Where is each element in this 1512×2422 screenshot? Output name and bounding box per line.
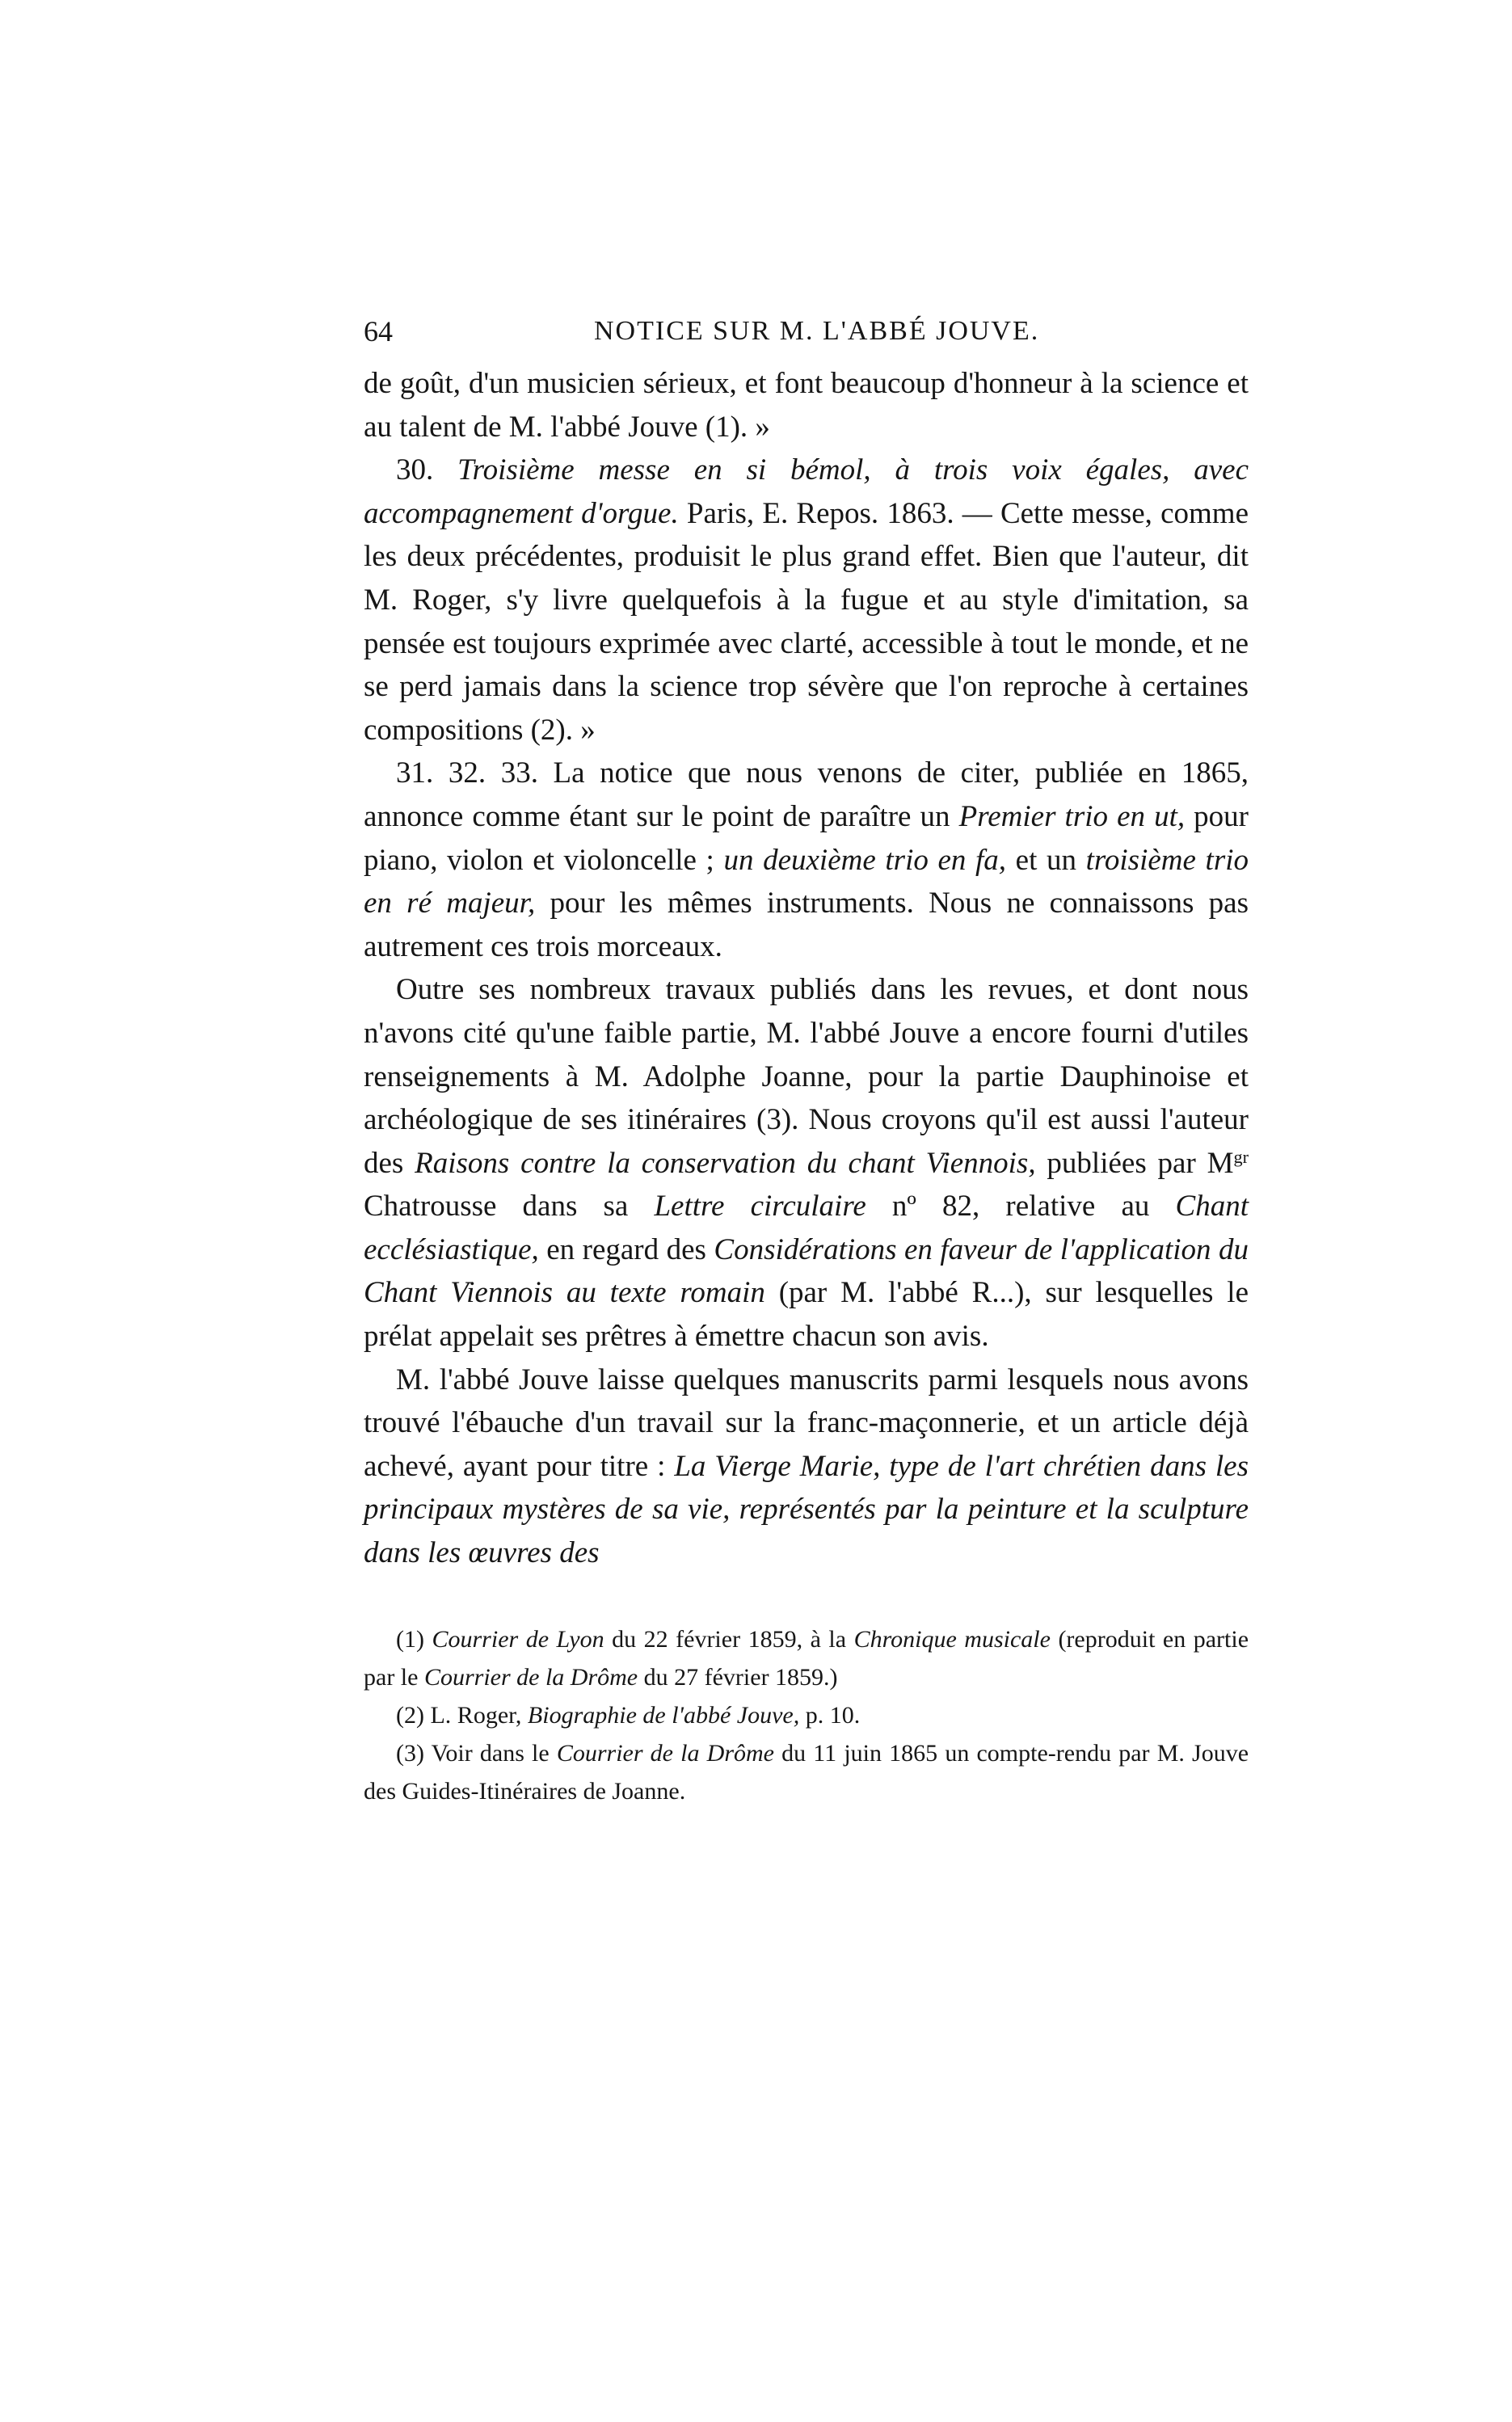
work-title: Chant ecclésiastique, <box>364 1190 1249 1266</box>
entry-number: 30. <box>396 453 458 487</box>
footnote-2 <box>364 1696 1249 1734</box>
footnote-text: (reproduit en partie par le <box>364 1625 1249 1691</box>
work-title: troisième trio en ré majeur, <box>364 843 1249 920</box>
work-title: Premier trio en ut, <box>958 799 1186 833</box>
footnote-marker: (1) <box>396 1625 432 1653</box>
paragraph-3-text: pour les mêmes instruments. Nous ne connaissons pas autrement ces trois morceaux. <box>364 887 1249 963</box>
paragraph-4 <box>364 968 1249 1358</box>
paragraph-2 <box>364 449 1249 752</box>
book-page <box>364 309 1249 1810</box>
abbreviation-superscript: gr <box>1233 1146 1249 1167</box>
work-title: La Vierge Marie, type de l'art chrétien dans les principaux mystères de sa vie, représentés par la peinture et la sculpture dans les œuvres des <box>364 1449 1249 1570</box>
footnote-text: (3) Voir dans le <box>396 1739 557 1767</box>
cited-source: Chronique musicale <box>853 1625 1051 1653</box>
footnote-3 <box>364 1734 1249 1810</box>
footnotes <box>364 1620 1249 1810</box>
paragraph-4-text: publiées par M <box>1035 1146 1234 1180</box>
paragraph-1-text: de goût, d'un musicien sérieux, et font beaucoup d'honneur à la science et au talent de M. l'abbé Jouve (1). » <box>364 367 1249 444</box>
footnote-text: (2) L. Roger, <box>396 1701 528 1729</box>
paragraph-4-text: (par M. l'abbé R...), sur lesquelles le prélat appelait ses prêtres à émettre chacun son avis. <box>364 1276 1249 1354</box>
paragraph-4-text: Outre ses nombreux travaux publiés dans les revues, et dont nous n'avons cité qu'une faible partie, M. l'abbé Jouve a encore fourni d'utiles renseignements à M. Adolphe Joanne, pour la partie Dauphinoise et archéologique de ses itinéraires (3). Nous croyons qu'il est aussi l'auteur des <box>364 973 1249 1180</box>
work-title: Lettre circulaire <box>654 1190 866 1224</box>
paragraph-3-text: et un <box>1006 843 1086 877</box>
work-title: Troisième messe en si bémol, à trois voix égales, avec accompagnement d'orgue. <box>364 453 1249 530</box>
paragraph-1 <box>364 362 1249 449</box>
footnote-text: p. 10. <box>799 1701 861 1729</box>
paragraph-4-text: nº 82, relative au <box>866 1190 1176 1224</box>
cited-source: Biographie de l'abbé Jouve, <box>527 1701 800 1729</box>
work-title: Raisons contre la conservation du chant Viennois, <box>415 1146 1036 1180</box>
footnote-text: du 11 juin 1865 un compte-rendu par M. Jouve des Guides-Itinéraires de Joanne. <box>364 1739 1249 1805</box>
cited-source: Courrier de Lyon <box>432 1625 604 1653</box>
work-title: un deuxième trio en fa, <box>723 843 1007 877</box>
cited-source: Courrier de la Drôme <box>423 1663 638 1691</box>
footnote-text: du 27 février 1859.) <box>638 1663 838 1691</box>
paragraph-3-text: pour piano, violon et violoncelle ; <box>364 799 1249 877</box>
paragraph-5 <box>364 1358 1249 1575</box>
cited-source: Courrier de la Drôme <box>556 1739 774 1767</box>
running-title: NOTICE SUR M. L'ABBÉ JOUVE. <box>594 316 1040 346</box>
work-title: Considérations en faveur de l'application du Chant Viennois au texte romain <box>364 1232 1249 1310</box>
footnote-1 <box>364 1620 1249 1696</box>
paragraph-3 <box>364 752 1249 968</box>
paragraph-3-text: 31. 32. 33. La notice que nous venons de citer, publiée en 1865, annonce comme étant sur le point de paraître un <box>364 756 1249 833</box>
body-text <box>364 362 1249 1575</box>
paragraph-4-text: en regard des <box>538 1232 714 1266</box>
paragraph-4-text: Chatrousse dans sa <box>364 1190 655 1224</box>
running-head <box>364 309 1249 354</box>
paragraph-2-text: Paris, E. Repos. 1863. — Cette messe, comme les deux précédentes, produisit le plus grand effet. Bien que l'auteur, dit M. Roger, s'y livre quelquefois à la fugue et au style d'imitation, sa pensée est toujours exprimée avec clarté, accessible à tout le monde, et ne se perd jamais dans la science trop sévère que l'on reproche à certaines compositions (2). » <box>364 496 1249 747</box>
footnote-text: du 22 février 1859, à la <box>604 1625 854 1653</box>
paragraph-5-text: M. l'abbé Jouve laisse quelques manuscrits parmi lesquels nous avons trouvé l'ébauche d'un travail sur la franc-maçonnerie, et un article déjà achevé, ayant pour titre : <box>364 1363 1249 1483</box>
page-number: 64 <box>364 315 393 348</box>
